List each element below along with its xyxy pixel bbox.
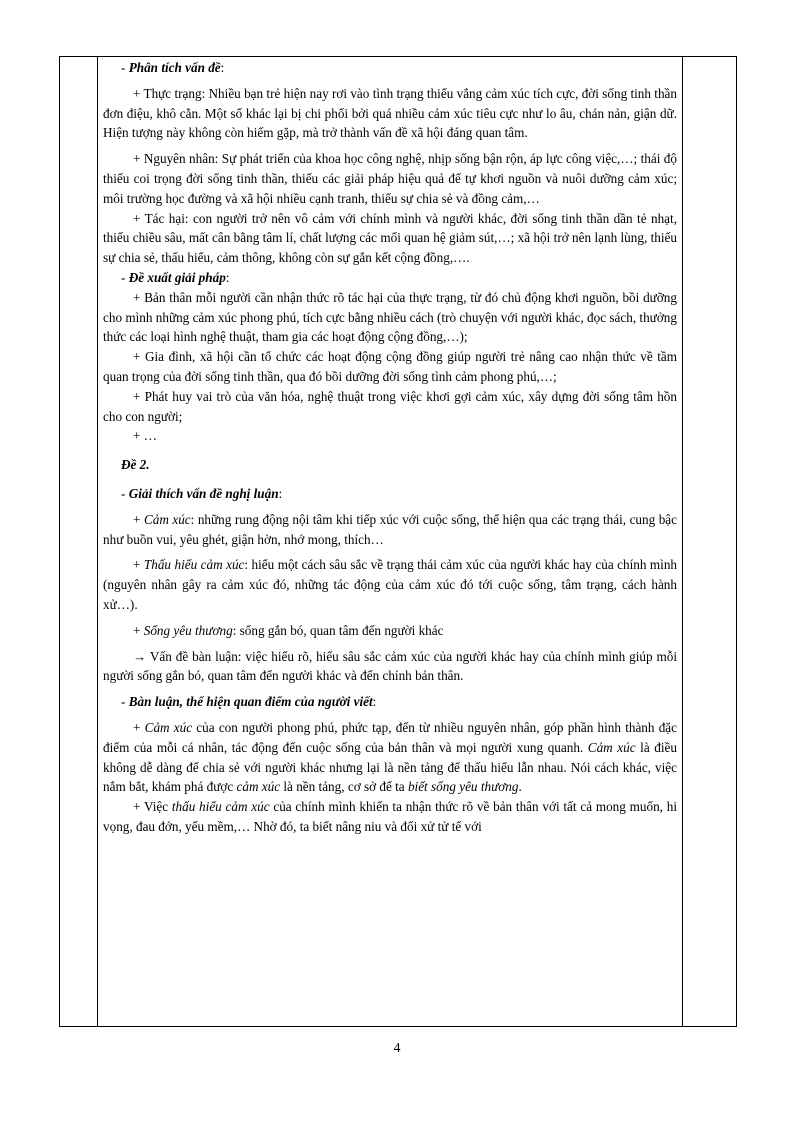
paragraph-ellipsis: + … — [133, 428, 157, 444]
paragraph-cam-xuc: + Cảm xúc: những rung động nội tâm khi tiếp xúc với cuộc sống, thể hiện qua các trạng thái, cung bậc như buồn vui, yêu ghét, giận hờn, nhớ mong, thích… — [103, 511, 677, 547]
section-heading-de-2: Đề 2. — [121, 457, 150, 473]
paragraph-thuc-trang: + Thực trạng: Nhiều bạn trẻ hiện nay rơi vào tình trạng thiếu vắng cảm xúc tích cực, đời sống tinh thần đơn điệu, khô cằn. Một số khác lại bị chi phối bởi quá nhiều cảm xúc tiêu cực như lo âu, chán nản, giận dữ. Hiện tượng này không còn hiếm gặp, mà trở thành vấn đề xã hội đáng quan tâm. — [103, 85, 677, 141]
column-divider — [97, 57, 98, 1026]
paragraph-van-de-ban-luan: → Vấn đề bàn luận: việc hiểu rõ, hiểu sâu sắc cảm xúc của người khác hay của chính mình giúp mỗi người sống gắn bó, quan tâm đến người khác và đến chính bản thân. — [103, 648, 677, 684]
paragraph-van-hoa: + Phát huy vai trò của văn hóa, nghệ thuật trong việc khơi gợi cảm xúc, xây dựng đời sống tâm hồn cho con người; — [103, 388, 677, 424]
paragraph-tac-hai: + Tác hại: con người trở nên vô cảm với chính mình và người khác, đời sống tinh thần dần tẻ nhạt, thiếu chiều sâu, mất cân bằng tâm lí, chất lượng các mối quan hệ giảm sút,…; xã hội trở nên lạnh lùng, thiếu sự chia sẻ, thấu hiểu, cảm thông, không còn sự gắn kết cộng đồng,…. — [103, 210, 677, 266]
column-divider — [682, 57, 683, 1026]
answer-content — [103, 58, 677, 837]
paragraph-ban-than: + Bản thân mỗi người cần nhận thức rõ tác hại của thực trạng, từ đó chủ động khơi nguồn, bồi dưỡng cho mình những cảm xúc phong phú, tích cực bằng nhiều cách (trò chuyện với người khác, đọc sách, thưởng thức các loại hình nghệ thuật, tham gia các hoạt động cộng đồng,…); — [103, 289, 677, 345]
heading-phan-tich: - Phân tích vấn đề: — [121, 60, 225, 75]
page-number: 4 — [393, 1041, 401, 1056]
paragraph-cam-xuc-phong-phu: + Cảm xúc của con người phong phú, phức tạp, đến từ nhiều nguyên nhân, góp phần hình thành đặc điểm của mỗi cá nhân, tác động đến cuộc sống của bản thân và mọi người xung quanh. Cảm xúc là điều không dễ dàng để chia sẻ với người khác nhưng lại là nền tảng để thấu hiểu lẫn nhau. Nói cách khác, việc nắm bắt, khám phá được cảm xúc là nền tảng, cơ sở để ta biết sống yêu thương. — [103, 719, 678, 795]
paragraph-gia-dinh: + Gia đình, xã hội cần tổ chức các hoạt động cộng đồng giúp người trẻ nâng cao nhận thức về tầm quan trọng của đời sống tinh thần, qua đó bồi dưỡng đời sống tình cảm phong phú,…; — [103, 349, 677, 384]
heading-giai-thich: - Giải thích vấn đề nghị luận: — [121, 485, 283, 501]
paragraph-thau-hieu: + Thấu hiểu cảm xúc: hiểu một cách sâu sắc về trạng thái cảm xúc của người khác hay của chính mình (nguyên nhân gây ra cảm xúc đó, những tác động của cảm xúc đó tới cuộc sống, tâm trạng, cách hành xử…). — [103, 557, 678, 612]
paragraph-song-yeu-thuong: + Sống yêu thương: sống gắn bó, quan tâm đến người khác — [133, 622, 444, 638]
heading-giai-phap: - Đề xuất giải pháp: — [121, 269, 230, 285]
paragraph-thau-hieu-ban-than: + Việc thấu hiểu cảm xúc của chính mình khiến ta nhận thức rõ về bản thân với tất cả mong muốn, hi vọng, đau đớn, yếu mềm,… Nhờ đó, ta biết nâng niu và đối xử tử tế với — [103, 799, 677, 834]
heading-ban-luan: - Bàn luận, thể hiện quan điểm của người viết: — [121, 694, 377, 710]
paragraph-nguyen-nhan: + Nguyên nhân: Sự phát triển của khoa học công nghệ, nhịp sống bận rộn, áp lực công việc,…; thái độ thiếu coi trọng đời sống tinh thần, thiếu các giải pháp hiệu quả để tự khơi nguồn và nuôi dưỡng cảm xúc; môi trường học đường và xã hội nhiều cạnh tranh, thiếu sự chia sẻ và đồng cảm,… — [103, 151, 677, 206]
